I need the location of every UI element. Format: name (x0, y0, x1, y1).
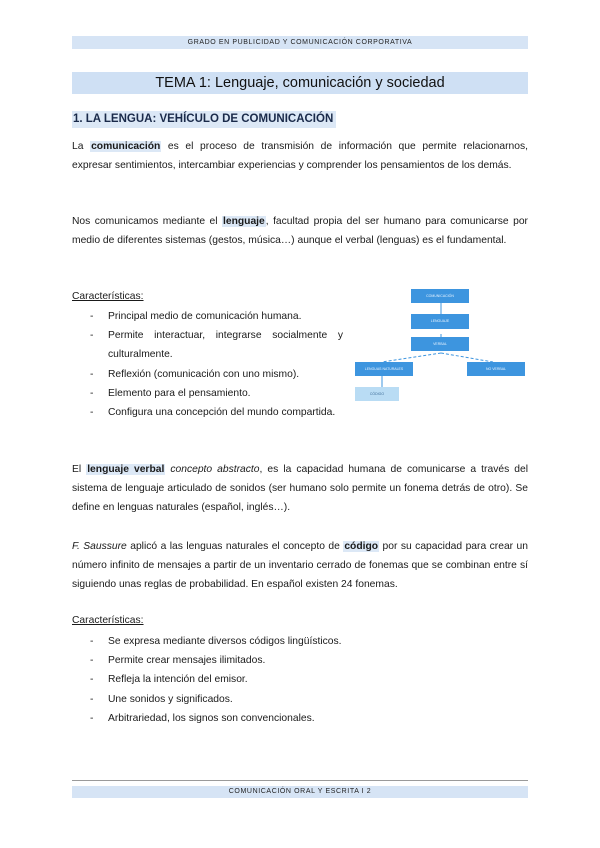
list-item-text: Reflexión (comunicación con uno mismo). (108, 368, 300, 380)
list-item: - Configura una concepción del mundo compartida. (90, 407, 336, 419)
list-item-text: Permite crear mensajes ilimitados. (108, 655, 266, 667)
characteristics-list-2 (72, 632, 528, 728)
p1-post: es el proceso de transmisión de información que permite relacionarnos, expresar sentimientos, intercambiar experiencias y comprender los pensamientos de los demás. (72, 141, 528, 172)
p3-pre: El (72, 464, 87, 475)
p1-pre: La (72, 141, 91, 152)
list-item: - Permite crear mensajes ilimitados. (90, 655, 266, 667)
diagram-node-verbal: VERBAL (411, 337, 469, 351)
list-item-text: Configura una concepción del mundo compartida. (108, 407, 336, 419)
author-saussure: F. Saussure (72, 541, 127, 552)
p3-italic: concepto abstracto (165, 464, 260, 475)
p3-post: , es la capacidad humana de comunicarse a través del sistema de lenguaje articulado de sonidos (ser humano solo permite un fonema detrás de otro). Se define en lenguas naturales (español, inglés…). (72, 464, 528, 514)
list-item-text: Refleja la intención del emisor. (108, 674, 248, 686)
p2-post: , facultad propia del ser humano para comunicarse por medio de diferentes sistemas (gestos, música…) aunque el verbal (lenguas) es el fundamental. (72, 216, 528, 247)
list-item-text: Une sonidos y significados. (108, 693, 233, 705)
characteristics-heading-2: Características: (72, 615, 144, 626)
p2-pre: Nos comunicamos mediante el (72, 216, 222, 227)
running-header: GRADO EN PUBLICIDAD Y COMUNICACIÓN CORPORATIVA (72, 36, 528, 49)
list-item-text: Permite interactuar, integrarse socialmente y culturalmente. (108, 330, 343, 361)
list-item: - Permite interactuar, integrarse socialmente y culturalmente. (90, 330, 343, 361)
list-item: - Elemento para el pensamiento. (90, 387, 251, 399)
list-item: - Principal medio de comunicación humana. (90, 311, 302, 322)
p4-pre: aplicó a las lenguas naturales el concepto de (126, 541, 344, 552)
list-item-text: Se expresa mediante diversos códigos lingüísticos. (108, 636, 342, 647)
term-codigo: código (344, 541, 379, 552)
list-item-text: Arbitrariedad, los signos son convencionales. (108, 712, 315, 724)
list-item-text: Principal medio de comunicación humana. (108, 311, 302, 322)
characteristics-heading-1: Características: (72, 291, 144, 302)
list-item: - Reflexión (comunicación con uno mismo). (90, 368, 300, 380)
list-item-text: Elemento para el pensamiento. (108, 387, 251, 399)
characteristics-list-1 (72, 307, 343, 422)
list-item: - Une sonidos y significados. (90, 693, 233, 705)
term-lenguaje-verbal: lenguaje verbal (87, 464, 165, 475)
footer-divider (72, 780, 528, 781)
section-heading: 1. LA LENGUA: VEHÍCULO DE COMUNICACIÓN (72, 111, 336, 128)
diagram-node-comunicacion: COMUNICACIÓN (411, 289, 469, 303)
list-item: - Arbitrariedad, los signos son convencionales. (90, 712, 315, 724)
list-item: - Se expresa mediante diversos códigos lingüísticos. (90, 636, 342, 647)
term-lenguaje: lenguaje (222, 216, 265, 227)
paragraph-lenguaje-verbal (72, 460, 528, 518)
diagram-node-no-verbal: NO VERBAL (467, 362, 525, 376)
page-title: TEMA 1: Lenguaje, comunicación y sociedad (72, 72, 528, 94)
term-comunicacion: comunicación (91, 141, 161, 152)
p4-post: por su capacidad para crear un número infinito de mensajes a partir de un inventario cerrado de fonemas que se combinan entre sí siguiendo unas reglas de probabilidad. En español existen 24 fonemas. (72, 541, 529, 591)
paragraph-comunicacion (72, 137, 528, 175)
language-diagram (355, 285, 530, 405)
diagram-node-lenguas-naturales: LENGUAS NATURALES (355, 362, 413, 376)
running-footer: COMUNICACIÓN ORAL Y ESCRITA I 2 (72, 786, 528, 798)
paragraph-saussure (72, 537, 528, 595)
diagram-node-codigo: CÓDIGO (355, 387, 399, 401)
diagram-node-lenguaje: LENGUAJE (411, 314, 469, 329)
paragraph-lenguaje (72, 212, 528, 250)
list-item: - Refleja la intención del emisor. (90, 674, 248, 686)
